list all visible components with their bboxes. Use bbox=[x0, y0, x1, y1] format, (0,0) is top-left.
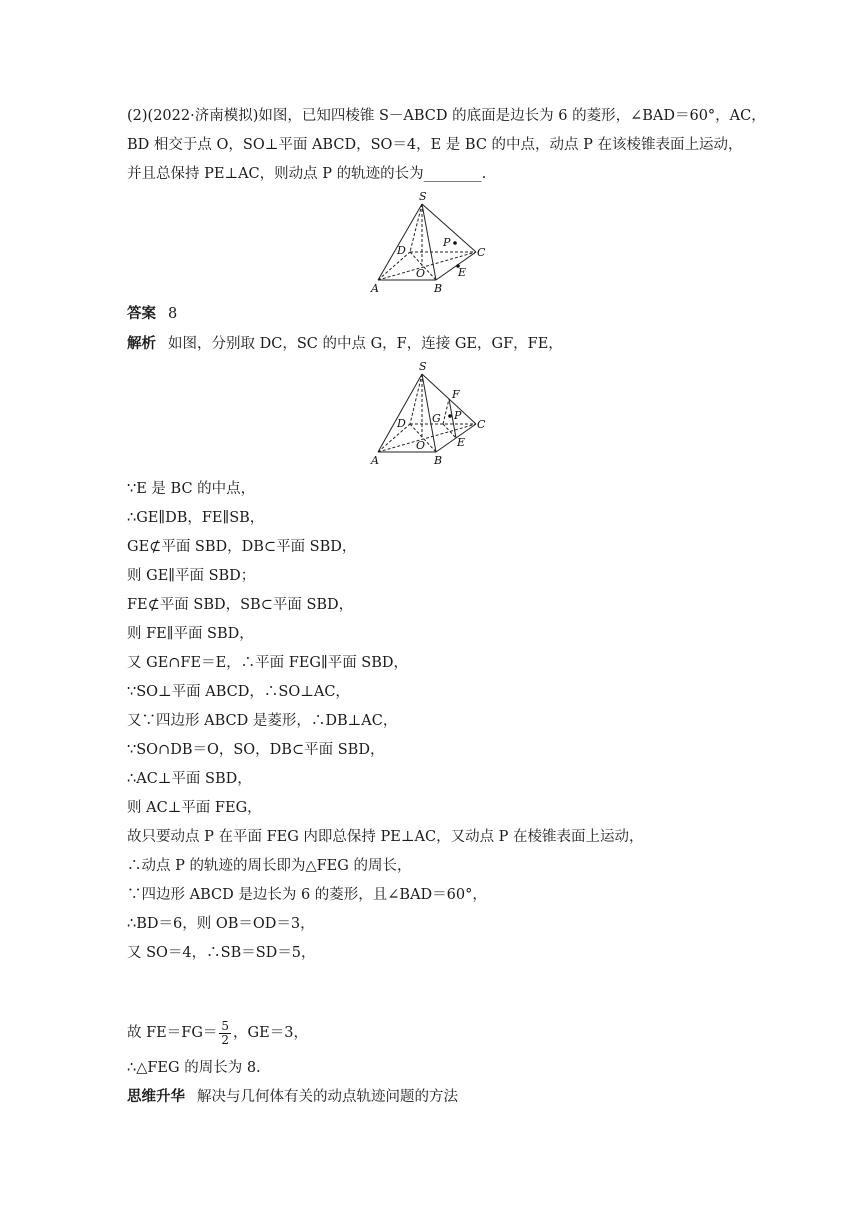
step-line: ∴AC⊥平面 SBD， bbox=[127, 771, 252, 787]
fraction-suffix: ，GE＝3， bbox=[233, 1025, 308, 1041]
fig1-label-P: P bbox=[443, 236, 451, 249]
fraction-five-halves bbox=[219, 1020, 231, 1047]
fig1-label-D: D bbox=[397, 244, 406, 257]
step-line: 又 GE∩FE＝E，∴平面 FEG∥平面 SBD， bbox=[127, 655, 409, 671]
fraction-numerator: 5 bbox=[221, 1018, 230, 1033]
step-line: ∴动点 P 的轨迹的周长即为△FEG 的周长， bbox=[127, 858, 412, 874]
fig2-label-D: D bbox=[397, 417, 406, 430]
pyramid-figure-1 bbox=[366, 188, 496, 298]
analysis-intro: 如图，分别取 DC，SC 的中点 G，F，连接 GE，GF，FE， bbox=[168, 336, 563, 352]
fig1-label-O: O bbox=[416, 267, 426, 280]
step-line: 则 GE∥平面 SBD； bbox=[127, 568, 256, 584]
problem-line-2: BD 相交于点 O，SO⊥平面 ABCD，SO＝4，E 是 BC 的中点，动点 P 在该棱锥表面上运动， bbox=[127, 137, 743, 153]
step-line: 故只要动点 P 在平面 FEG 内即总保持 PE⊥AC，又动点 P 在棱锥表面上运动， bbox=[127, 829, 644, 845]
fig2-label-P: P bbox=[454, 409, 462, 422]
fig2-label-A: A bbox=[371, 454, 379, 467]
analysis-row bbox=[127, 334, 563, 354]
summary-label: 思维升华 bbox=[127, 1089, 185, 1105]
fraction-step bbox=[127, 1016, 308, 1050]
step-line: ∴BD＝6，则 OB＝OD＝3， bbox=[127, 916, 315, 932]
step-line: ∴GE∥DB，FE∥SB， bbox=[127, 510, 265, 526]
problem-line-1: (2)(2022·济南模拟)如图，已知四棱锥 S－ABCD 的底面是边长为 6 的菱形，∠BAD＝60°，AC， bbox=[127, 108, 766, 124]
step-line: GE⊄平面 SBD，DB⊂平面 SBD， bbox=[127, 539, 357, 555]
answer-row bbox=[127, 304, 177, 324]
fraction-denominator: 2 bbox=[221, 1032, 230, 1047]
step-line: ∵SO⊥平面 ABCD，∴SO⊥AC， bbox=[127, 684, 350, 700]
fig2-label-E: E bbox=[457, 436, 466, 449]
fig1-label-E: E bbox=[458, 266, 467, 279]
answer-value: 8 bbox=[168, 306, 178, 322]
problem-line-3: 并且总保持 PE⊥AC，则动点 P 的轨迹的长为________. bbox=[127, 166, 487, 182]
step-line: 则 AC⊥平面 FEG， bbox=[127, 800, 262, 816]
fig1-label-C: C bbox=[477, 246, 486, 259]
step-line: ∵四边形 ABCD 是边长为 6 的菱形，且∠BAD＝60°， bbox=[127, 887, 487, 903]
pyramid-figure-2 bbox=[366, 358, 496, 470]
final-step: ∴△FEG 的周长为 8. bbox=[127, 1060, 261, 1076]
step-line: 又 SO＝4，∴SB＝SD＝5， bbox=[127, 945, 316, 961]
step-line: 则 FE∥平面 SBD， bbox=[127, 626, 254, 642]
fig2-label-S: S bbox=[419, 360, 427, 373]
fig2-label-F: F bbox=[452, 388, 460, 401]
step-line: ∵SO∩DB＝O，SO，DB⊂平面 SBD， bbox=[127, 742, 385, 758]
fig2-label-G: G bbox=[432, 412, 441, 425]
step-line: 又∵四边形 ABCD 是菱形，∴DB⊥AC， bbox=[127, 713, 398, 729]
fig1-label-S: S bbox=[419, 190, 427, 203]
fig1-label-A: A bbox=[371, 282, 379, 295]
fig1-label-B: B bbox=[434, 282, 443, 295]
solution-steps bbox=[127, 475, 747, 968]
answer-label: 答案 bbox=[127, 306, 156, 322]
step-line: FE⊄平面 SBD，SB⊂平面 SBD， bbox=[127, 597, 354, 613]
fraction-prefix: 故 FE＝FG＝ bbox=[127, 1025, 218, 1041]
fig2-label-C: C bbox=[477, 418, 486, 431]
summary-text: 解决与几何体有关的动点轨迹问题的方法 bbox=[197, 1089, 458, 1105]
analysis-label: 解析 bbox=[127, 336, 156, 352]
fig2-label-B: B bbox=[434, 454, 443, 467]
step-line: ∵E 是 BC 的中点， bbox=[127, 481, 256, 497]
fig2-label-O: O bbox=[416, 439, 426, 452]
summary-row bbox=[127, 1087, 458, 1107]
